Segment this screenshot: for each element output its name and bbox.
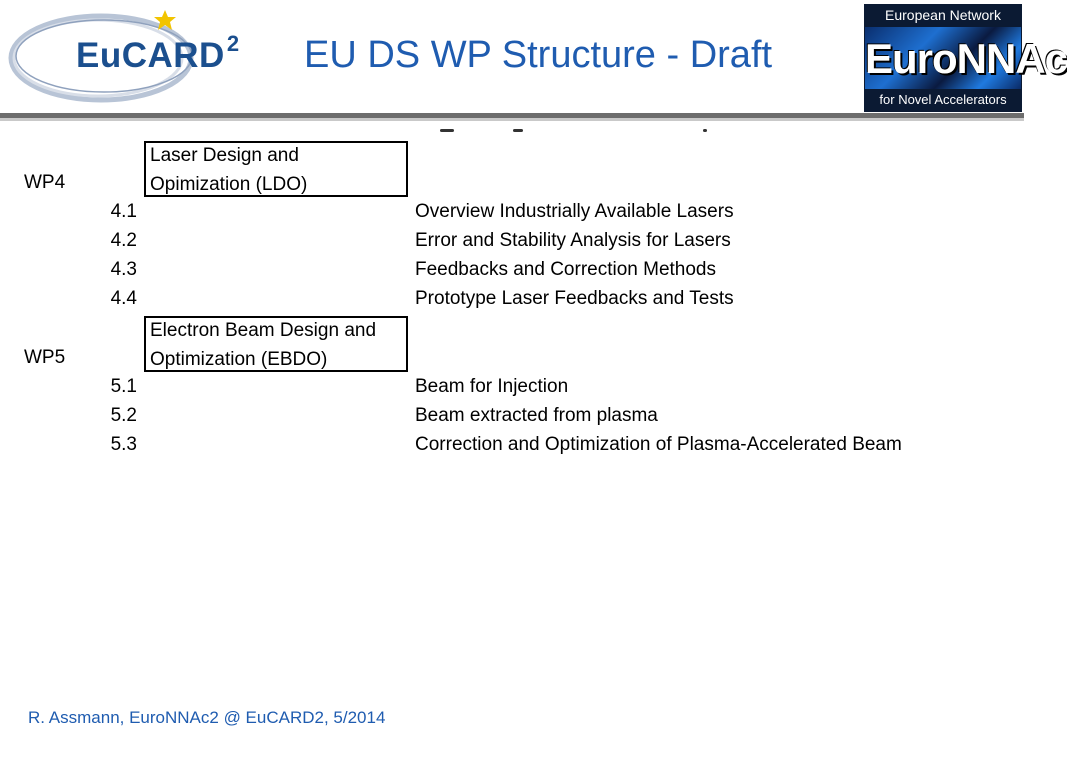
wp4-title-box [144,141,408,197]
task-number: 4.1 [110,201,137,222]
task-title: Beam for Injection [415,376,569,397]
wp5-title-line1: Electron Beam Design and [150,320,377,341]
euronnac-logo-bottom: for Novel Accelerators [879,92,1007,107]
wp4-title-line1: Laser Design and [150,145,299,166]
cropped-text-line [418,121,718,135]
eucard2-logo-text: EuCARD$^2$ [76,31,240,75]
task-number: 5.2 [110,405,137,426]
wp4-label: WP4 [24,172,66,193]
slide-title: EU DS WP Structure - Draft [304,34,773,76]
task-title: Prototype Laser Feedbacks and Tests [415,288,734,309]
wp4-title-line2: Opimization (LDO) [150,174,308,195]
euronnac-logo-top: European Network [885,7,1001,23]
eucard2-logo [6,6,246,104]
wp5-title-box [144,316,408,372]
task-title: Error and Stability Analysis for Lasers [415,230,731,251]
slide-footer: R. Assmann, EuroNNAc2 @ EuCARD2, 5/2014 [28,708,386,727]
task-title: Overview Industrially Available Lasers [415,201,734,222]
task-number: 5.1 [110,376,137,397]
euronnac-logo-brand: EuroNNAc [865,35,1067,82]
task-title: Feedbacks and Correction Methods [415,259,716,280]
task-number: 4.2 [110,230,137,251]
euronnac-logo [864,4,1067,112]
wp5-label: WP5 [24,347,66,368]
task-number: 5.3 [110,434,137,455]
task-number: 4.4 [110,288,137,309]
task-title: Beam extracted from plasma [415,405,658,426]
wp5-title-line2: Optimization (EBDO) [150,349,328,370]
task-title: Correction and Optimization of Plasma-Accelerated Beam [415,434,902,455]
slide-header [0,0,1067,118]
task-number: 4.3 [110,259,137,280]
